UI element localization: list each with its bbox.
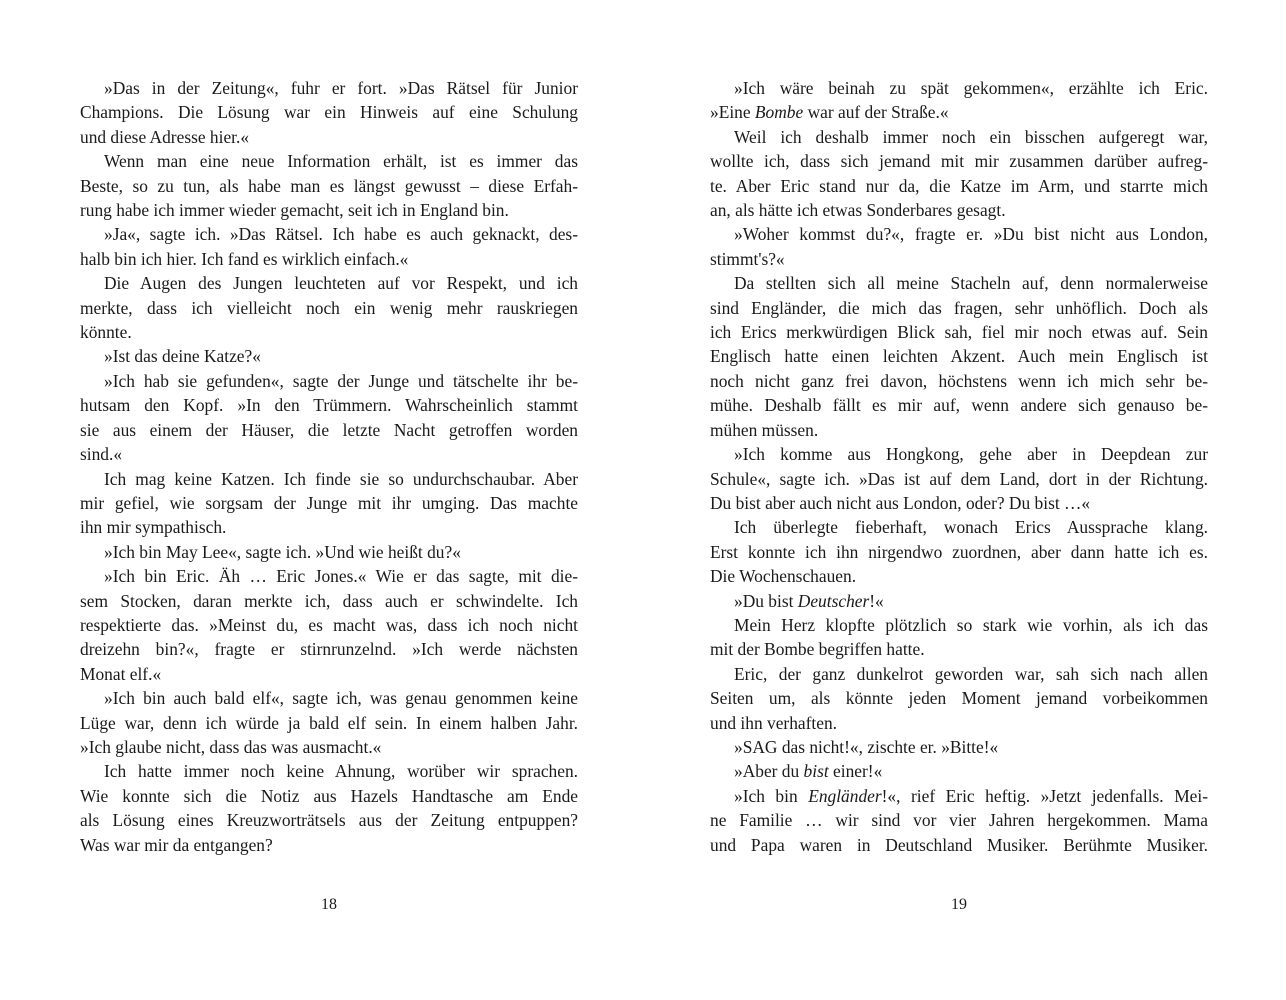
text-line: Wie konnte sich die Notiz aus Hazels Handtasche am Ende bbox=[80, 785, 578, 806]
text-line: te. Aber Eric stand nur da, die Katze im Arm, und starrte mich bbox=[710, 175, 1208, 196]
text-line bbox=[710, 589, 1208, 613]
text-line: Seiten um, als könnte jeden Moment jemand vorbeikommen bbox=[710, 688, 1208, 709]
text-fragment: war auf der Straße.« bbox=[803, 102, 949, 123]
text-line: Wenn man eine neue Information erhält, ist es immer das bbox=[104, 151, 578, 172]
text-fragment: !«, rief Eric heftig. »Jetzt jedenfalls. Mei- bbox=[881, 785, 1208, 806]
text-line: »Ich hab sie gefunden«, sagte der Junge und tätschelte ihr be- bbox=[104, 370, 578, 391]
text-line: Du bist aber auch nicht aus London, oder? Du bist …« bbox=[710, 492, 1091, 513]
text-line: »Ich komme aus Hongkong, gehe aber in Deepdean zur bbox=[734, 444, 1208, 465]
text-line: Beste, so zu tun, als habe man es längst gewusst – diese Erfah- bbox=[80, 175, 578, 196]
text-line: merkte, dass ich vielleicht noch ein wenig mehr rauskriegen bbox=[80, 297, 578, 318]
text-line: mit der Bombe begriffen hatte. bbox=[710, 639, 925, 660]
text-line: stimmt's?« bbox=[710, 248, 785, 269]
text-line: mühen müssen. bbox=[710, 419, 819, 440]
text-line: ich Erics merkwürdigen Blick sah, fiel mir noch etwas auf. Sein bbox=[710, 322, 1208, 343]
text-line: Champions. Die Lösung war ein Hinweis auf eine Schulung bbox=[80, 102, 578, 123]
text-line: Schule«, sagte ich. »Das ist auf dem Land, dort in der Richtung. bbox=[710, 468, 1208, 489]
text-line: sind.« bbox=[80, 444, 123, 465]
text-line: und ihn verhaften. bbox=[710, 712, 838, 733]
text-line: »Ist das deine Katze?« bbox=[104, 346, 261, 367]
text-line: »Ja«, sagte ich. »Das Rätsel. Ich habe es auch geknackt, des- bbox=[104, 224, 578, 245]
text-line: als Lösung eines Kreuzworträtsels aus der Zeitung entpuppen? bbox=[80, 810, 578, 831]
left-page bbox=[80, 76, 578, 936]
emphasized-word: Deutscher bbox=[797, 590, 870, 611]
left-page-text bbox=[80, 76, 578, 857]
text-line: »SAG das nicht!«, zischte er. »Bitte!« bbox=[734, 736, 999, 757]
text-line: hutsam den Kopf. »In den Trümmern. Wahrscheinlich stammt bbox=[80, 395, 578, 416]
right-page-number: 19 bbox=[951, 896, 967, 913]
text-line: halb bin ich hier. Ich fand es wirklich einfach.« bbox=[80, 248, 409, 269]
text-line: Mein Herz klopfte plötzlich so stark wie vorhin, als ich das bbox=[734, 614, 1208, 635]
text-line: Ich hatte immer noch keine Ahnung, worüber wir sprachen. bbox=[104, 761, 578, 782]
text-line: Weil ich deshalb immer noch ein bisschen aufgeregt war, bbox=[734, 126, 1208, 147]
text-fragment: »Aber du bbox=[734, 761, 804, 782]
text-line: und diese Adresse hier.« bbox=[80, 126, 250, 147]
text-line: Ich mag keine Katzen. Ich finde sie so undurchschaubar. Aber bbox=[104, 468, 578, 489]
text-line: Lüge war, denn ich würde ja bald elf sein. In einem halben Jahr. bbox=[80, 712, 578, 733]
text-line: »Ich bin May Lee«, sagte ich. »Und wie heißt du?« bbox=[104, 541, 461, 562]
text-line: Erst konnte ich ihn nirgendwo zuordnen, aber dann hatte ich es. bbox=[710, 541, 1208, 562]
text-line: dreizehn bin?«, fragte er stirnrunzelnd. »Ich werde nächsten bbox=[80, 639, 578, 660]
text-line: mühe. Deshalb fällt es mir auf, wenn andere sich genauso be- bbox=[710, 395, 1208, 416]
right-page-text bbox=[710, 76, 1208, 857]
text-fragment: »Du bist bbox=[734, 590, 798, 611]
text-line: Die Wochenschauen. bbox=[710, 566, 857, 587]
text-line: an, als hätte ich etwas Sonderbares gesagt. bbox=[710, 200, 1006, 221]
text-line: wollte ich, dass sich jemand mit mir zusammen darüber aufreg- bbox=[710, 151, 1208, 172]
text-line: »Woher kommst du?«, fragte er. »Du bist nicht aus London, bbox=[734, 224, 1208, 245]
text-line: Monat elf.« bbox=[80, 663, 162, 684]
text-line: Die Augen des Jungen leuchteten auf vor Respekt, und ich bbox=[104, 273, 578, 294]
text-line: respektierte das. »Meinst du, es macht was, dass ich noch nicht bbox=[80, 614, 578, 635]
text-line: »Ich bin Eric. Äh … Eric Jones.« Wie er das sagte, mit die- bbox=[104, 566, 578, 587]
text-line: ne Familie … wir sind vor vier Jahren hergekommen. Mama bbox=[710, 810, 1208, 831]
emphasized-word: Bombe bbox=[754, 102, 804, 123]
text-line: »Ich bin auch bald elf«, sagte ich, was genau genommen keine bbox=[104, 688, 578, 709]
text-fragment: »Eine bbox=[710, 102, 755, 123]
text-fragment: einer!« bbox=[828, 761, 883, 782]
emphasized-word: bist bbox=[803, 761, 829, 782]
text-line bbox=[710, 100, 1208, 124]
text-line: sie aus einem der Häuser, die letzte Nacht getroffen worden bbox=[80, 419, 578, 440]
text-fragment: »Ich bin bbox=[734, 785, 809, 806]
emphasized-word: Engländer bbox=[808, 785, 882, 806]
text-line: Was war mir da entgangen? bbox=[80, 834, 273, 855]
text-line: Ich überlegte fieberhaft, wonach Erics Aussprache klang. bbox=[734, 517, 1208, 538]
text-line: könnte. bbox=[80, 322, 132, 343]
text-line: Englisch hatte einen leichten Akzent. Auch mein Englisch ist bbox=[710, 346, 1208, 367]
text-line: sind Engländer, die mich das fragen, sehr unhöflich. Doch als bbox=[710, 297, 1208, 318]
text-line bbox=[710, 784, 1208, 808]
text-line: und Papa waren in Deutschland Musiker. Berühmte Musiker. bbox=[710, 834, 1208, 855]
text-line: rung habe ich immer wieder gemacht, seit ich in England bin. bbox=[80, 200, 509, 221]
text-line: Da stellten sich all meine Stacheln auf, denn normalerweise bbox=[734, 273, 1208, 294]
text-line: sem Stocken, daran merkte ich, dass auch er schwindelte. Ich bbox=[80, 590, 578, 611]
text-line: »Ich wäre beinah zu spät gekommen«, erzählte ich Eric. bbox=[734, 78, 1208, 98]
text-line: ihn mir sympathisch. bbox=[80, 517, 227, 538]
text-line: »Ich glaube nicht, dass das was ausmacht.« bbox=[80, 736, 382, 757]
text-line bbox=[710, 759, 1208, 783]
right-page bbox=[710, 76, 1208, 936]
text-line: »Das in der Zeitung«, fuhr er fort. »Das Rätsel für Junior bbox=[104, 78, 578, 98]
text-line: mir gefiel, wie sorgsam der Junge mit ihr umging. Das machte bbox=[80, 492, 578, 513]
left-page-number: 18 bbox=[321, 896, 337, 913]
text-fragment: !« bbox=[869, 590, 884, 611]
text-line: Eric, der ganz dunkelrot geworden war, sah sich nach allen bbox=[734, 663, 1208, 684]
text-line: noch nicht ganz frei davon, höchstens wenn ich mich sehr be- bbox=[710, 370, 1208, 391]
